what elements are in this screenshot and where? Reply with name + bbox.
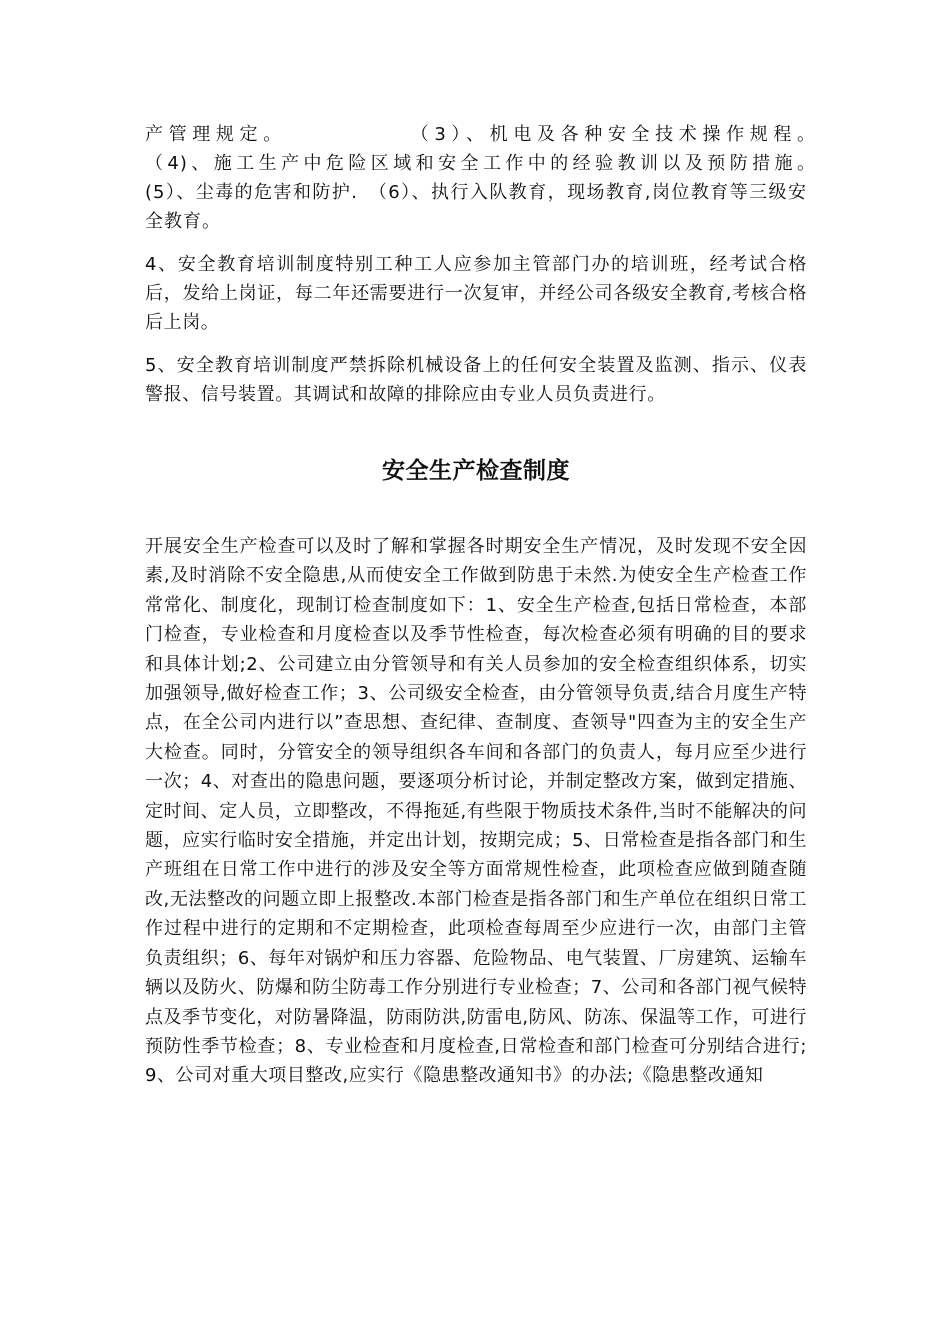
- paragraph-special-workers: 4、安全教育培训制度特别工种工人应参加主管部门办的培训班，经考试合格后，发给上岗证，每二年还需要进行一次复审，并经公司各级安全教育,考核合格后上岗。: [145, 254, 807, 333]
- paragraph-training-items: 产管理规定。 （3）、机电及各种安全技术操作规程。 （4)、施工生产中危险区域和安全工作中的经验教训以及预防措施。 (5）、尘毒的危害和防护. （6）、执行入队教育，现场教育,岗位教育等三级安全教育。: [145, 124, 902, 232]
- paragraph-safety-devices: 5、安全教育培训制度严禁拆除机械设备上的任何安全装置及监测、指示、仪表警报、信号装置。其调试和故障的排除应由专业人员负责进行。: [145, 355, 807, 405]
- section-title: 安全生产检查制度: [382, 458, 570, 484]
- section-body: 开展安全生产检查可以及时了解和掌握各时期安全生产情况，及时发现不安全因素,及时消除不安全隐患,从而使安全工作做到防患于未然.为使安全生产检查工作常常化、制度化，现制订检查制度如下：1、安全生产检查,包括日常检查，本部门检查，专业检查和月度检查以及季节性检查，每次检查必须有明确的目的要求和具体计划;2、公司建立由分管领导和有关人员参加的安全检查组织体系，切实加强领导,做好检查工作；3、公司级安全检查，由分管领导负责,结合月度生产特点，在全公司内进行以”查思想、查纪律、查制度、查领导"四查为主的安全生产大检查。同时，分管安全的领导组织各车间和各部门的负责人，每月应至少进行一次；4、对查出的隐患问题，要逐项分析讨论，并制定整改方案，做到定措施、定时间、定人员，立即整改，不得拖延,有些限于物质技术条件,当时不能解决的问题，应实行临时安全措施，并定出计划，按期完成；5、日常检查是指各部门和生产班组在日常工作中进行的涉及安全等方面常规性检查，此项检查应做到随查随改,无法整改的问题立即上报整改.本部门检查是指各部门和生产单位在组织日常工作过程中进行的定期和不定期检查，此项检查每周至少应进行一次，由部门主管负责组织；6、每年对锅炉和压力容器、危险物品、电气装置、厂房建筑、运输车辆以及防火、防爆和防尘防毒工作分别进行专业检查；7、公司和各部门视气候特点及季节变化，对防暑降温，防雨防洪,防雷电,防风、防冻、保温等工作，可进行预防性季节检查；8、专业检查和月度检查,日常检查和部门检查可分别结合进行;9、公司对重大项目整改,应实行《隐患整改通知书》的办法;《隐患整改通知: [145, 536, 808, 1087]
- document-content: [145, 120, 902, 1091]
